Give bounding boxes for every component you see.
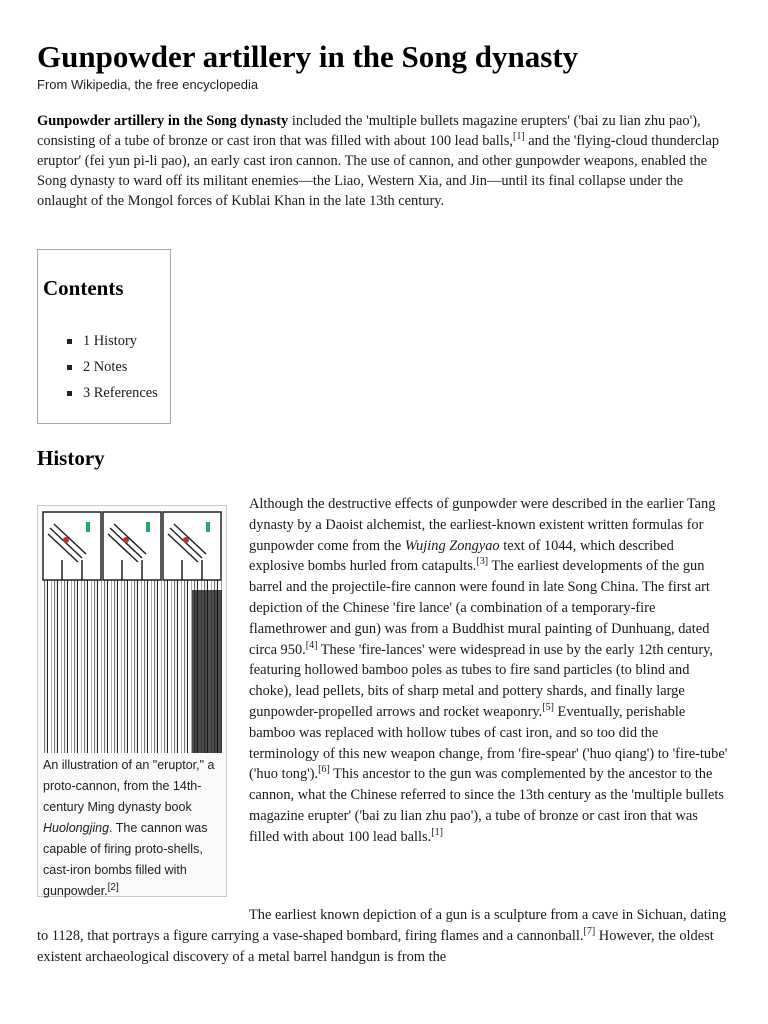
table-of-contents	[37, 249, 171, 424]
citation-6[interactable]: [6]	[318, 764, 330, 776]
lead-paragraph: Gunpowder artillery in the Song dynasty included the 'multiple bullets magazine erupters' ('bai zu lian zhu pao'), consisting of a tube of bronze or cast iron that was filled with about 100 lead balls,[1] and the 'flying-cloud thunderclap eruptor' (fei yun pi-li pao), an early cast iron cannon. The use of cannon, and other gunpowder weapons, enabled the Song dynasty to ward off its militant enemies—the Liao, Western Xia, and Jin—until its final collapse under the onlaught of the Mongol forces of Kublai Khan in the late 13th century.	[37, 113, 720, 209]
wujing-zongyao-link[interactable]: Wujing Zongyao	[404, 537, 500, 554]
citation-4[interactable]: [4]	[305, 639, 318, 651]
citation-2[interactable]: [2]	[107, 881, 119, 893]
history-paragraph-2: The earliest known depiction of a gun is a sculpture from a cave in Sichuan, dating to 1128, that portrays a figure carrying a vase-shaped bombard, firing flames and a cannonball.[7] However, the oldest existent archaeological discovery of a metal barrel handgun is from the	[37, 907, 727, 965]
page-title: Gunpowder artillery in the Song dynasty	[37, 39, 579, 74]
toc-item-notes[interactable]: 2 Notes	[56, 354, 158, 380]
citation-7[interactable]: [7]	[583, 926, 596, 937]
history-paragraph-1: Although the destructive effects of gunpowder were described in the earlier Tang dynasty by a Daoist alchemist, the earliest-known existent written formulas for gunpowder come from the Wujing Zongyao text of 1044, which described explosive bombs hurled from catapults.[3] The earliest developments of the gun barrel and the projectile-fire cannon were found in late Song China. The first art depiction of the Chinese 'fire lance' (a combination of a temporary-fire flamethrower and gun) was from a Buddhist mural painting of Dunhuang, dated circa 950.[4] These 'fire-lances' were widespread in use by the early 12th century, featuring hollowed bamboo poles as tubes to fire sand particles (to blind and choke), lead pellets, bits of sharp metal and pottery shards, and finally large gunpowder-propelled arrows and rocket weaponry.[5] Eventually, perishable bamboo was replaced with hollow tubes of cast iron, and so too did the terminology of this new weapon change, from 'fire-spear' ('huo qiang') to 'fire-tube' ('huo tong').[6] This ancestor to the gun was complemented by the ancestor to the cannon, what the Chinese referred to since the 13th century as the 'multiple bullets magazine erupter' ('bai zu lian zhu pao'), a tube of bronze or cast iron that was filled with about 100 lead balls.[1]	[249, 496, 728, 845]
site-subtitle: From Wikipedia, the free encyclopedia	[37, 77, 259, 92]
toc-item-references[interactable]: 3 References	[56, 380, 158, 406]
history-heading: History	[37, 446, 105, 470]
caption-book-title[interactable]: Huolongjing	[43, 821, 110, 835]
toc-title: Contents	[43, 276, 124, 300]
toc-list	[56, 328, 158, 406]
citation-1[interactable]: [1]	[512, 131, 525, 143]
citation-3[interactable]: [3]	[476, 556, 489, 568]
citation-1b[interactable]: [1]	[431, 826, 443, 838]
eruptor-illustration-icon	[42, 510, 223, 753]
toc-item-history[interactable]: 1 History	[56, 328, 158, 354]
lead-subject: Gunpowder artillery in the Song dynasty	[37, 113, 289, 129]
figure-eruptor	[37, 505, 227, 897]
eruptor-illustration-image[interactable]	[42, 510, 223, 753]
figure-caption: An illustration of an "eruptor," a proto-cannon, from the 14th-century Ming dynasty book Huolongjing. The cannon was capable of firing proto-shells, cast-iron bombs filled with gunpowder.[2]	[43, 758, 215, 898]
citation-5[interactable]: [5]	[542, 702, 554, 714]
